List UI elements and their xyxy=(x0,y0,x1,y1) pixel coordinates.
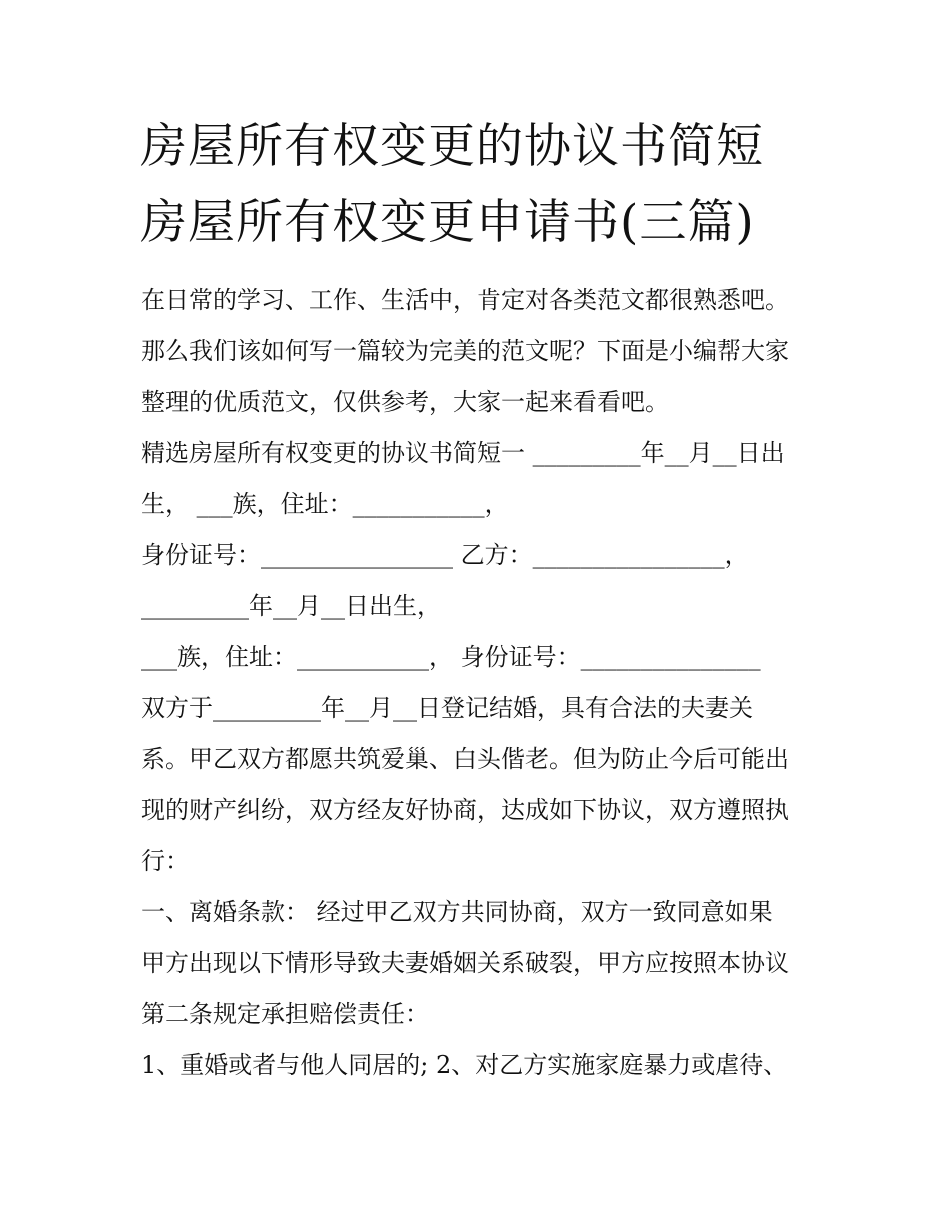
paragraph-line: 行： xyxy=(141,847,189,875)
document-title-line-1: 房屋所有权变更的协议书简短 xyxy=(140,119,764,174)
paragraph-line: 1、重婚或者与他人同居的; 2、对乙方实施家庭暴力或虐待、 xyxy=(141,1051,788,1079)
paragraph-line: 那么我们该如何写一篇较为完美的范文呢？下面是小编帮大家 xyxy=(141,337,789,365)
paragraph-line: 第二条规定承担赔偿责任： xyxy=(141,1000,429,1028)
document-title-line-2: 房屋所有权变更申请书(三篇) xyxy=(140,195,755,250)
paragraph-line: 现的财产纠纷，双方经友好协商，达成如下协议，双方遵照执 xyxy=(141,796,789,824)
paragraph-line: ___族，住址：___________， 身份证号：_______________ xyxy=(141,643,761,671)
paragraph-line: 整理的优质范文，仅供参考，大家一起来看看吧。 xyxy=(141,388,669,416)
paragraph-line: 身份证号：________________ 乙方：________________， xyxy=(141,541,749,569)
paragraph-line: 一、离婚条款： 经过甲乙双方共同协商，双方一致同意如果 xyxy=(141,898,773,926)
paragraph-line: 精选房屋所有权变更的协议书简短一 _________年__月__日出 xyxy=(141,439,785,467)
paragraph-line: 甲方出现以下情形导致夫妻婚姻关系破裂，甲方应按照本协议 xyxy=(141,949,789,977)
paragraph-line: 在日常的学习、工作、生活中，肯定对各类范文都很熟悉吧。 xyxy=(141,286,789,314)
paragraph-line: _________年__月__日出生， xyxy=(141,592,441,620)
paragraph-line: 系。甲乙双方都愿共筑爱巢、白头偕老。但为防止今后可能出 xyxy=(141,745,789,773)
paragraph-line: 生， ___族，住址：___________， xyxy=(141,490,509,518)
paragraph-line: 双方于_________年__月__日登记结婚，具有合法的夫妻关 xyxy=(141,694,753,722)
